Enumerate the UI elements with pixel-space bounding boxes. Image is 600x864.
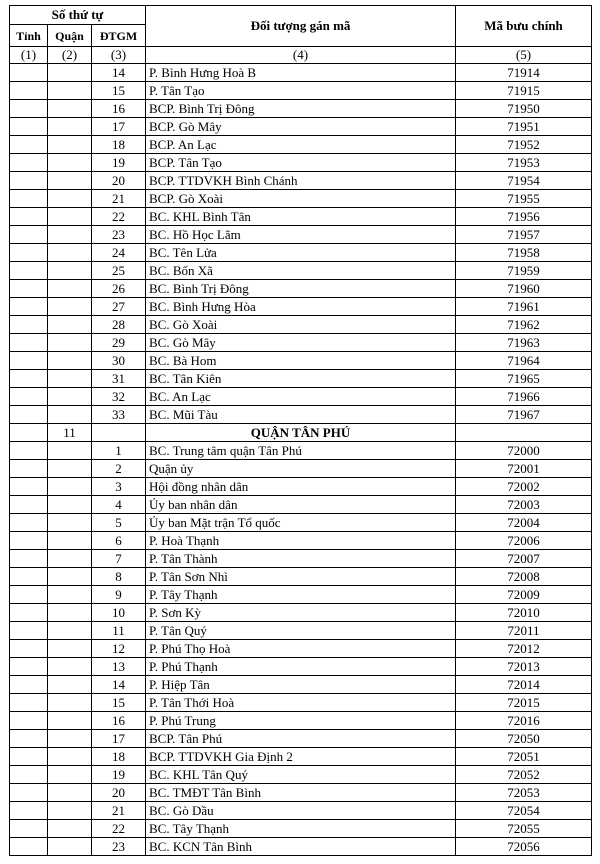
- cell-tinh: [10, 730, 48, 748]
- cell-object-name: BCP. Gò Xoài: [146, 190, 456, 208]
- cell-dtgm: [92, 424, 146, 442]
- cell-dtgm: 24: [92, 244, 146, 262]
- cell-dtgm: 18: [92, 748, 146, 766]
- document-page: [9, 5, 591, 856]
- cell-tinh: [10, 352, 48, 370]
- cell-dtgm: 29: [92, 334, 146, 352]
- cell-tinh: [10, 622, 48, 640]
- cell-dtgm: 5: [92, 514, 146, 532]
- header-tinh: Tỉnh: [10, 25, 48, 47]
- table-row: [10, 766, 592, 784]
- cell-dtgm: 19: [92, 154, 146, 172]
- cell-dtgm: 2: [92, 460, 146, 478]
- cell-dtgm: 17: [92, 730, 146, 748]
- cell-postal-code: 72056: [456, 838, 592, 856]
- table-row: [10, 658, 592, 676]
- cell-tinh: [10, 658, 48, 676]
- column-number: (2): [48, 47, 92, 64]
- table-row: [10, 334, 592, 352]
- cell-postal-code: 71964: [456, 352, 592, 370]
- cell-quan: [48, 766, 92, 784]
- cell-object-name: P. Hiệp Tân: [146, 676, 456, 694]
- cell-quan: [48, 118, 92, 136]
- cell-postal-code: 71950: [456, 100, 592, 118]
- cell-dtgm: 21: [92, 802, 146, 820]
- table-row: [10, 514, 592, 532]
- cell-postal-code: 71961: [456, 298, 592, 316]
- cell-postal-code: 72014: [456, 676, 592, 694]
- table-row: [10, 190, 592, 208]
- table-row: [10, 442, 592, 460]
- cell-tinh: [10, 676, 48, 694]
- cell-dtgm: 23: [92, 226, 146, 244]
- cell-postal-code: 71956: [456, 208, 592, 226]
- cell-tinh: [10, 586, 48, 604]
- cell-tinh: [10, 172, 48, 190]
- cell-object-name: P. Tân Quý: [146, 622, 456, 640]
- cell-quan: [48, 154, 92, 172]
- cell-postal-code: 71952: [456, 136, 592, 154]
- column-number: (5): [456, 47, 592, 64]
- cell-dtgm: 9: [92, 586, 146, 604]
- table-row: [10, 838, 592, 856]
- cell-dtgm: 19: [92, 766, 146, 784]
- table-row: [10, 550, 592, 568]
- cell-dtgm: 16: [92, 712, 146, 730]
- column-number: (4): [146, 47, 456, 64]
- cell-dtgm: 1: [92, 442, 146, 460]
- cell-object-name: BC. Trung tâm quận Tân Phú: [146, 442, 456, 460]
- table-row: [10, 388, 592, 406]
- table-row: [10, 568, 592, 586]
- cell-postal-code: 72006: [456, 532, 592, 550]
- cell-object-name: P. Hoà Thạnh: [146, 532, 456, 550]
- cell-quan: [48, 514, 92, 532]
- column-number-row: [10, 47, 592, 64]
- cell-quan: [48, 226, 92, 244]
- cell-object-name: BC. Bình Hưng Hòa: [146, 298, 456, 316]
- cell-postal-code: 72015: [456, 694, 592, 712]
- cell-object-name: Hội đồng nhân dân: [146, 478, 456, 496]
- table-row: [10, 100, 592, 118]
- cell-dtgm: 8: [92, 568, 146, 586]
- cell-quan: [48, 388, 92, 406]
- table-row: [10, 748, 592, 766]
- cell-object-name: BC. Tân Kiên: [146, 370, 456, 388]
- cell-postal-code: 71967: [456, 406, 592, 424]
- cell-object-name: BC. KHL Bình Tân: [146, 208, 456, 226]
- cell-quan: [48, 172, 92, 190]
- cell-dtgm: 15: [92, 694, 146, 712]
- cell-object-name: BCP. TTDVKH Gia Định 2: [146, 748, 456, 766]
- cell-tinh: [10, 838, 48, 856]
- cell-object-name: P. Phú Trung: [146, 712, 456, 730]
- cell-quan: [48, 442, 92, 460]
- cell-tinh: [10, 190, 48, 208]
- table-row: [10, 352, 592, 370]
- cell-dtgm: 28: [92, 316, 146, 334]
- cell-postal-code: 72002: [456, 478, 592, 496]
- table-row: [10, 622, 592, 640]
- table-row: [10, 712, 592, 730]
- cell-tinh: [10, 154, 48, 172]
- table-row: [10, 64, 592, 82]
- cell-quan: [48, 496, 92, 514]
- cell-tinh: [10, 694, 48, 712]
- cell-tinh: [10, 226, 48, 244]
- cell-postal-code: 71965: [456, 370, 592, 388]
- table-row: [10, 802, 592, 820]
- cell-tinh: [10, 280, 48, 298]
- cell-postal-code: 72007: [456, 550, 592, 568]
- cell-quan: [48, 568, 92, 586]
- cell-object-name: BC. Tên Lửa: [146, 244, 456, 262]
- cell-object-name: BC. Gò Dầu: [146, 802, 456, 820]
- cell-object-name: BCP. Tân Tạo: [146, 154, 456, 172]
- cell-object-name: P. Phú Thạnh: [146, 658, 456, 676]
- table-row: [10, 154, 592, 172]
- header-row-1: [10, 6, 592, 25]
- cell-quan: [48, 460, 92, 478]
- header-quan: Quận: [48, 25, 92, 47]
- table-row: [10, 406, 592, 424]
- cell-tinh: [10, 532, 48, 550]
- cell-dtgm: 22: [92, 820, 146, 838]
- cell-postal-code: 72055: [456, 820, 592, 838]
- column-number: (3): [92, 47, 146, 64]
- cell-quan: [48, 262, 92, 280]
- cell-postal-code: 71951: [456, 118, 592, 136]
- cell-object-name: BC. Bình Trị Đông: [146, 280, 456, 298]
- table-row: [10, 82, 592, 100]
- cell-tinh: [10, 244, 48, 262]
- cell-dtgm: 27: [92, 298, 146, 316]
- cell-postal-code: 72016: [456, 712, 592, 730]
- cell-object-name: BC. An Lạc: [146, 388, 456, 406]
- table-row: [10, 208, 592, 226]
- cell-dtgm: 26: [92, 280, 146, 298]
- cell-object-name: BC. KCN Tân Bình: [146, 838, 456, 856]
- cell-dtgm: 21: [92, 190, 146, 208]
- cell-tinh: [10, 604, 48, 622]
- cell-tinh: [10, 820, 48, 838]
- cell-tinh: [10, 712, 48, 730]
- cell-tinh: [10, 442, 48, 460]
- cell-postal-code: 72003: [456, 496, 592, 514]
- column-number: (1): [10, 47, 48, 64]
- cell-quan: [48, 694, 92, 712]
- cell-quan: [48, 622, 92, 640]
- cell-quan: 11: [48, 424, 92, 442]
- table-row: [10, 244, 592, 262]
- cell-object-name: BC. Hồ Học Lãm: [146, 226, 456, 244]
- cell-postal-code: 72010: [456, 604, 592, 622]
- cell-tinh: [10, 496, 48, 514]
- cell-dtgm: 31: [92, 370, 146, 388]
- cell-tinh: [10, 478, 48, 496]
- cell-quan: [48, 406, 92, 424]
- cell-object-name: BC. Bốn Xã: [146, 262, 456, 280]
- table-row: [10, 118, 592, 136]
- cell-postal-code: 71959: [456, 262, 592, 280]
- cell-object-name: BCP. Gò Mây: [146, 118, 456, 136]
- cell-dtgm: 6: [92, 532, 146, 550]
- header-object: Đối tượng gán mã: [146, 6, 456, 47]
- cell-postal-code: 72004: [456, 514, 592, 532]
- cell-quan: [48, 100, 92, 118]
- cell-dtgm: 33: [92, 406, 146, 424]
- cell-dtgm: 3: [92, 478, 146, 496]
- cell-postal-code: [456, 424, 592, 442]
- cell-dtgm: 16: [92, 100, 146, 118]
- cell-tinh: [10, 298, 48, 316]
- cell-tinh: [10, 514, 48, 532]
- cell-dtgm: 7: [92, 550, 146, 568]
- cell-tinh: [10, 640, 48, 658]
- cell-object-name: BC. Bà Hom: [146, 352, 456, 370]
- cell-postal-code: 71954: [456, 172, 592, 190]
- cell-quan: [48, 550, 92, 568]
- cell-postal-code: 72050: [456, 730, 592, 748]
- cell-tinh: [10, 424, 48, 442]
- cell-dtgm: 25: [92, 262, 146, 280]
- table-row: [10, 730, 592, 748]
- cell-object-name: BC. Gò Xoài: [146, 316, 456, 334]
- cell-tinh: [10, 568, 48, 586]
- cell-object-name: BC. KHL Tân Quý: [146, 766, 456, 784]
- cell-postal-code: 71962: [456, 316, 592, 334]
- cell-quan: [48, 136, 92, 154]
- cell-quan: [48, 730, 92, 748]
- cell-dtgm: 14: [92, 64, 146, 82]
- cell-postal-code: 72008: [456, 568, 592, 586]
- cell-quan: [48, 244, 92, 262]
- table-row: [10, 172, 592, 190]
- cell-object-name: Ủy ban nhân dân: [146, 496, 456, 514]
- cell-tinh: [10, 82, 48, 100]
- cell-postal-code: 72011: [456, 622, 592, 640]
- cell-postal-code: 72000: [456, 442, 592, 460]
- cell-dtgm: 15: [92, 82, 146, 100]
- cell-tinh: [10, 64, 48, 82]
- table-row: [10, 460, 592, 478]
- table-row: [10, 604, 592, 622]
- cell-postal-code: 72051: [456, 748, 592, 766]
- cell-dtgm: 30: [92, 352, 146, 370]
- cell-dtgm: 18: [92, 136, 146, 154]
- header-dtgm: ĐTGM: [92, 25, 146, 47]
- cell-dtgm: 22: [92, 208, 146, 226]
- cell-tinh: [10, 802, 48, 820]
- cell-quan: [48, 658, 92, 676]
- cell-object-name: P. Sơn Kỳ: [146, 604, 456, 622]
- section-title: QUẬN TÂN PHÚ: [146, 424, 456, 442]
- cell-tinh: [10, 208, 48, 226]
- postal-code-table: [9, 5, 592, 856]
- cell-postal-code: 72053: [456, 784, 592, 802]
- cell-tinh: [10, 262, 48, 280]
- cell-tinh: [10, 136, 48, 154]
- cell-object-name: Quận ủy: [146, 460, 456, 478]
- cell-object-name: BCP. Tân Phú: [146, 730, 456, 748]
- table-row: [10, 316, 592, 334]
- cell-dtgm: 32: [92, 388, 146, 406]
- cell-quan: [48, 298, 92, 316]
- cell-object-name: BC. TMĐT Tân Bình: [146, 784, 456, 802]
- cell-tinh: [10, 406, 48, 424]
- table-row: [10, 586, 592, 604]
- cell-quan: [48, 190, 92, 208]
- cell-object-name: BC. Gò Mây: [146, 334, 456, 352]
- cell-quan: [48, 640, 92, 658]
- cell-postal-code: 71915: [456, 82, 592, 100]
- cell-tinh: [10, 784, 48, 802]
- table-row: [10, 280, 592, 298]
- cell-object-name: BC. Mũi Tàu: [146, 406, 456, 424]
- cell-dtgm: 12: [92, 640, 146, 658]
- cell-tinh: [10, 550, 48, 568]
- cell-object-name: P. Tân Thới Hoà: [146, 694, 456, 712]
- cell-object-name: P. Phú Thọ Hoà: [146, 640, 456, 658]
- table-row: [10, 676, 592, 694]
- cell-tinh: [10, 316, 48, 334]
- table-row: [10, 820, 592, 838]
- cell-quan: [48, 784, 92, 802]
- cell-object-name: P. Bình Hưng Hoà B: [146, 64, 456, 82]
- table-row: [10, 784, 592, 802]
- cell-dtgm: 23: [92, 838, 146, 856]
- cell-quan: [48, 280, 92, 298]
- cell-object-name: P. Tân Thành: [146, 550, 456, 568]
- cell-postal-code: 71960: [456, 280, 592, 298]
- cell-postal-code: 71955: [456, 190, 592, 208]
- cell-tinh: [10, 370, 48, 388]
- cell-dtgm: 13: [92, 658, 146, 676]
- cell-postal-code: 72012: [456, 640, 592, 658]
- cell-quan: [48, 604, 92, 622]
- cell-quan: [48, 82, 92, 100]
- cell-postal-code: 71953: [456, 154, 592, 172]
- header-group-order: Số thứ tự: [10, 6, 146, 25]
- cell-object-name: BC. Tây Thạnh: [146, 820, 456, 838]
- table-row: [10, 478, 592, 496]
- cell-quan: [48, 838, 92, 856]
- section-row: [10, 424, 592, 442]
- cell-quan: [48, 64, 92, 82]
- table-row: [10, 532, 592, 550]
- cell-postal-code: 71963: [456, 334, 592, 352]
- cell-tinh: [10, 118, 48, 136]
- cell-object-name: BCP. TTDVKH Bình Chánh: [146, 172, 456, 190]
- cell-postal-code: 71914: [456, 64, 592, 82]
- cell-quan: [48, 532, 92, 550]
- cell-postal-code: 72001: [456, 460, 592, 478]
- table-row: [10, 262, 592, 280]
- cell-dtgm: 10: [92, 604, 146, 622]
- cell-quan: [48, 334, 92, 352]
- cell-dtgm: 20: [92, 784, 146, 802]
- cell-quan: [48, 316, 92, 334]
- cell-quan: [48, 712, 92, 730]
- cell-quan: [48, 370, 92, 388]
- cell-tinh: [10, 334, 48, 352]
- table-row: [10, 226, 592, 244]
- table-row: [10, 370, 592, 388]
- cell-postal-code: 71966: [456, 388, 592, 406]
- table-header: [10, 6, 592, 64]
- cell-quan: [48, 676, 92, 694]
- cell-postal-code: 71958: [456, 244, 592, 262]
- cell-tinh: [10, 460, 48, 478]
- cell-postal-code: 71957: [456, 226, 592, 244]
- cell-object-name: Ủy ban Mặt trận Tổ quốc: [146, 514, 456, 532]
- cell-quan: [48, 748, 92, 766]
- cell-object-name: P. Tây Thạnh: [146, 586, 456, 604]
- cell-quan: [48, 208, 92, 226]
- cell-object-name: P. Tân Sơn Nhì: [146, 568, 456, 586]
- cell-postal-code: 72009: [456, 586, 592, 604]
- cell-tinh: [10, 100, 48, 118]
- cell-object-name: BCP. An Lạc: [146, 136, 456, 154]
- cell-dtgm: 11: [92, 622, 146, 640]
- cell-tinh: [10, 766, 48, 784]
- cell-quan: [48, 352, 92, 370]
- cell-quan: [48, 820, 92, 838]
- cell-dtgm: 4: [92, 496, 146, 514]
- cell-tinh: [10, 388, 48, 406]
- cell-quan: [48, 586, 92, 604]
- table-body: [10, 64, 592, 856]
- cell-tinh: [10, 748, 48, 766]
- table-row: [10, 298, 592, 316]
- cell-quan: [48, 802, 92, 820]
- table-row: [10, 640, 592, 658]
- cell-postal-code: 72054: [456, 802, 592, 820]
- cell-object-name: P. Tân Tạo: [146, 82, 456, 100]
- table-row: [10, 496, 592, 514]
- cell-postal-code: 72052: [456, 766, 592, 784]
- cell-dtgm: 17: [92, 118, 146, 136]
- cell-dtgm: 14: [92, 676, 146, 694]
- table-row: [10, 694, 592, 712]
- cell-object-name: BCP. Bình Trị Đông: [146, 100, 456, 118]
- table-row: [10, 136, 592, 154]
- header-postal-code: Mã bưu chính: [456, 6, 592, 47]
- cell-dtgm: 20: [92, 172, 146, 190]
- cell-quan: [48, 478, 92, 496]
- cell-postal-code: 72013: [456, 658, 592, 676]
